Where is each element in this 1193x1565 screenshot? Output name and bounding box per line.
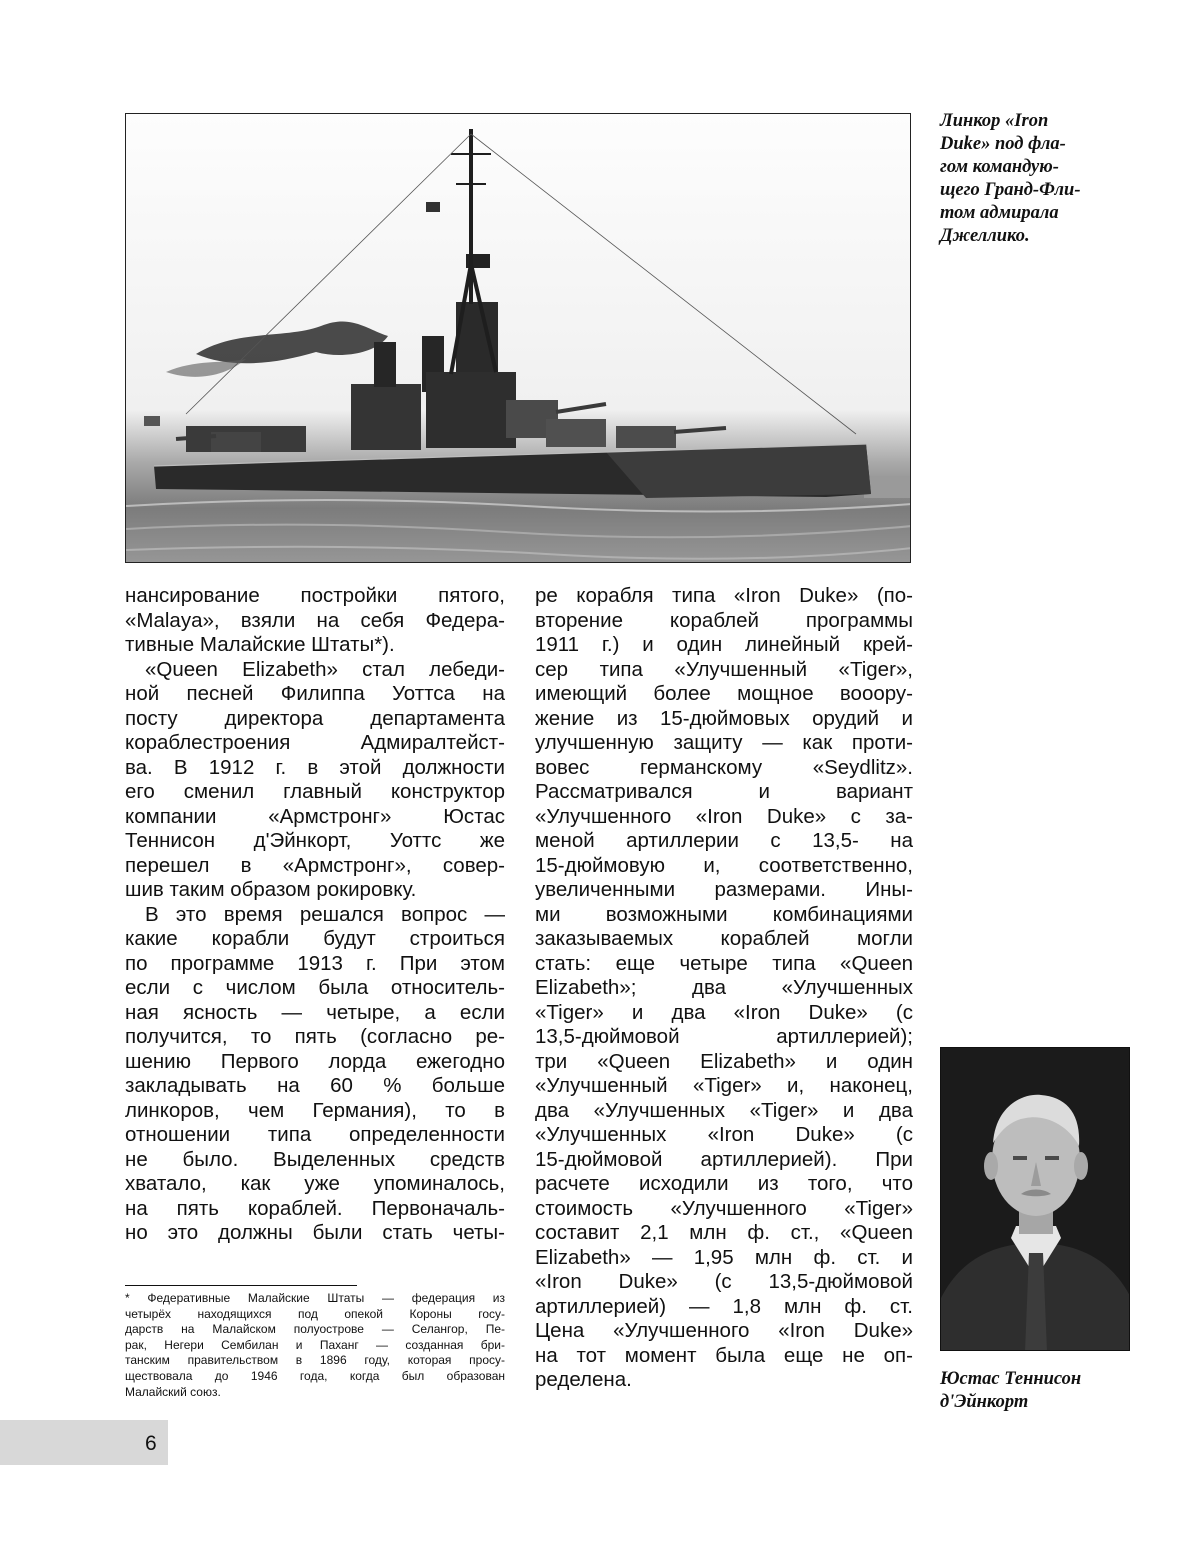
text-line: «Улучшенного «Iron Duke» с за- [535, 804, 913, 828]
text-line: его сменил главный конструктор [125, 780, 505, 803]
text-line: В это время решался вопрос — [145, 902, 505, 926]
text-line: стоимость «Улучшенного «Tiger» [535, 1196, 913, 1220]
footnote-line: ществовала до 1946 года, когда был образован [125, 1368, 505, 1383]
text-line: Elizabeth» — 1,95 млн ф. ст. и [535, 1245, 913, 1269]
caption-line: Линкор «Iron [940, 111, 1049, 131]
text-line: расчете исходили из того, что [535, 1172, 913, 1195]
text-line: ре корабля типа «Iron Duke» (по- [535, 584, 913, 607]
text-line: 15-дюймовой артиллерией). При [535, 1147, 913, 1171]
text-line: 1911 г.) и один линейный крей- [535, 633, 913, 656]
text-line: на пять кораблей. Первоначаль- [125, 1196, 505, 1220]
text-line: нансирование постройки пятого, [125, 584, 505, 607]
text-line: заказываемых кораблей могли [535, 927, 913, 950]
page-number-tab [0, 1420, 168, 1465]
portrait-illustration [941, 1048, 1130, 1351]
footnote-line: танским правительством в 1896 году, которая просу- [125, 1353, 505, 1368]
text-line: шив таким образом рокировку. [125, 878, 417, 901]
page-number: 6 [145, 1432, 157, 1455]
caption-line: Джеллико. [940, 226, 1030, 246]
text-line: «Улучшенных «Iron Duke» (с [535, 1123, 913, 1146]
text-line: по программе 1913 г. При этом [125, 951, 505, 975]
caption-line: Duke» под фла- [940, 134, 1066, 154]
footnote-line: * Федеративные Малайские Штаты — федерация из [125, 1291, 505, 1305]
caption-line: щего Гранд-Фли- [940, 180, 1081, 200]
ship-photo-caption [940, 110, 1080, 248]
caption-line: Юстас Теннисон [940, 1369, 1082, 1389]
text-line: Рассматривался и вариант [535, 780, 913, 803]
text-line: 13,5-дюймовой артиллерией); [535, 1025, 913, 1048]
text-line: артиллерией) — 1,8 млн ф. ст. [535, 1294, 913, 1318]
text-line: не было. Выделенных средств [125, 1147, 505, 1171]
caption-line: гом командую- [940, 157, 1059, 177]
text-line: ной песней Филиппа Уоттса на [125, 682, 505, 705]
text-line: хватало, как уже упоминалось, [125, 1172, 505, 1195]
text-line: составит 2,1 млн ф. ст., «Queen [535, 1221, 913, 1244]
portrait-caption [940, 1368, 1081, 1414]
text-line: ва. В 1912 г. в этой должности [125, 755, 505, 779]
text-line: два «Улучшенных «Tiger» и два [535, 1098, 913, 1122]
text-line: вовес германскому «Seydlitz». [535, 755, 913, 779]
text-line: улучшенную защиту — как проти- [535, 731, 913, 754]
text-line: три «Queen Elizabeth» и один [535, 1049, 913, 1073]
caption-line: том адмирала [940, 203, 1059, 223]
text-line: жение из 15-дюймовых орудий и [535, 706, 913, 730]
text-line: ределена. [535, 1368, 632, 1391]
text-line: увеличенными размерами. Ины- [535, 878, 913, 901]
text-line: 15-дюймовую и, соответственно, [535, 853, 913, 877]
text-line: «Улучшенный «Tiger» и, наконец, [535, 1074, 913, 1097]
text-line: закладывать на 60 % больше [125, 1074, 505, 1097]
text-line: посту директора департамента [125, 706, 505, 730]
text-line: стать: еще четыре типа «Queen [535, 951, 913, 975]
text-line: сер типа «Улучшенный «Tiger», [535, 657, 913, 681]
text-line: какие корабли будут строиться [125, 927, 505, 950]
text-line: «Malaya», взяли на себя Федера- [125, 608, 505, 632]
text-line: тивные Малайские Штаты*). [125, 633, 395, 656]
text-column-right [535, 584, 913, 1393]
text-line: отношении типа определенности [125, 1123, 505, 1146]
footnote-line: Малайский союз. [125, 1384, 221, 1399]
footnote-divider [125, 1285, 357, 1286]
text-line: получится, то пять (согласно ре- [125, 1025, 505, 1048]
battleship-illustration [126, 114, 911, 563]
text-line: Теннисон д'Эйнкорт, Уоттс же [125, 829, 505, 852]
footnote-line: четырёх находящихся под опекой Короны госу- [125, 1306, 505, 1321]
portrait-photo [940, 1047, 1130, 1351]
text-line: Цена «Улучшенного «Iron Duke» [535, 1319, 913, 1342]
text-line: но это должны были стать четы- [125, 1221, 505, 1244]
footnote-line: дарств на Малайском полуострове — Селангор, Пе- [125, 1322, 505, 1337]
text-line: вторение кораблей программы [535, 608, 913, 632]
text-line: «Tiger» и два «Iron Duke» (с [535, 1000, 913, 1024]
text-line: если с числом была относитель- [125, 976, 505, 999]
text-line: меной артиллерии с 13,5- на [535, 829, 913, 852]
text-column-left [125, 584, 505, 1246]
text-line: на тот момент была еще не оп- [535, 1343, 913, 1367]
text-line: ная ясность — четыре, а если [125, 1000, 505, 1024]
text-line: «Iron Duke» (с 13,5-дюймовой [535, 1270, 913, 1293]
text-line: ми возможными комбинациями [535, 902, 913, 926]
footnote [125, 1291, 505, 1400]
text-line: Elizabeth»; два «Улучшенных [535, 976, 913, 999]
footnote-line: рак, Негери Сембилан и Паханг — созданная бри- [125, 1337, 505, 1352]
text-line: линкоров, чем Германия), то в [125, 1098, 505, 1122]
text-line: «Queen Elizabeth» стал лебеди- [145, 657, 505, 681]
battleship-photo [125, 113, 911, 563]
text-line: имеющий более мощное вооору- [535, 682, 913, 705]
text-line: шению Первого лорда ежегодно [125, 1049, 505, 1073]
text-line: компании «Армстронг» Юстас [125, 804, 505, 828]
text-line: перешел в «Армстронг», совер- [125, 853, 505, 877]
caption-line: д'Эйнкорт [940, 1392, 1029, 1412]
text-line: кораблестроения Адмиралтейст- [125, 731, 505, 754]
